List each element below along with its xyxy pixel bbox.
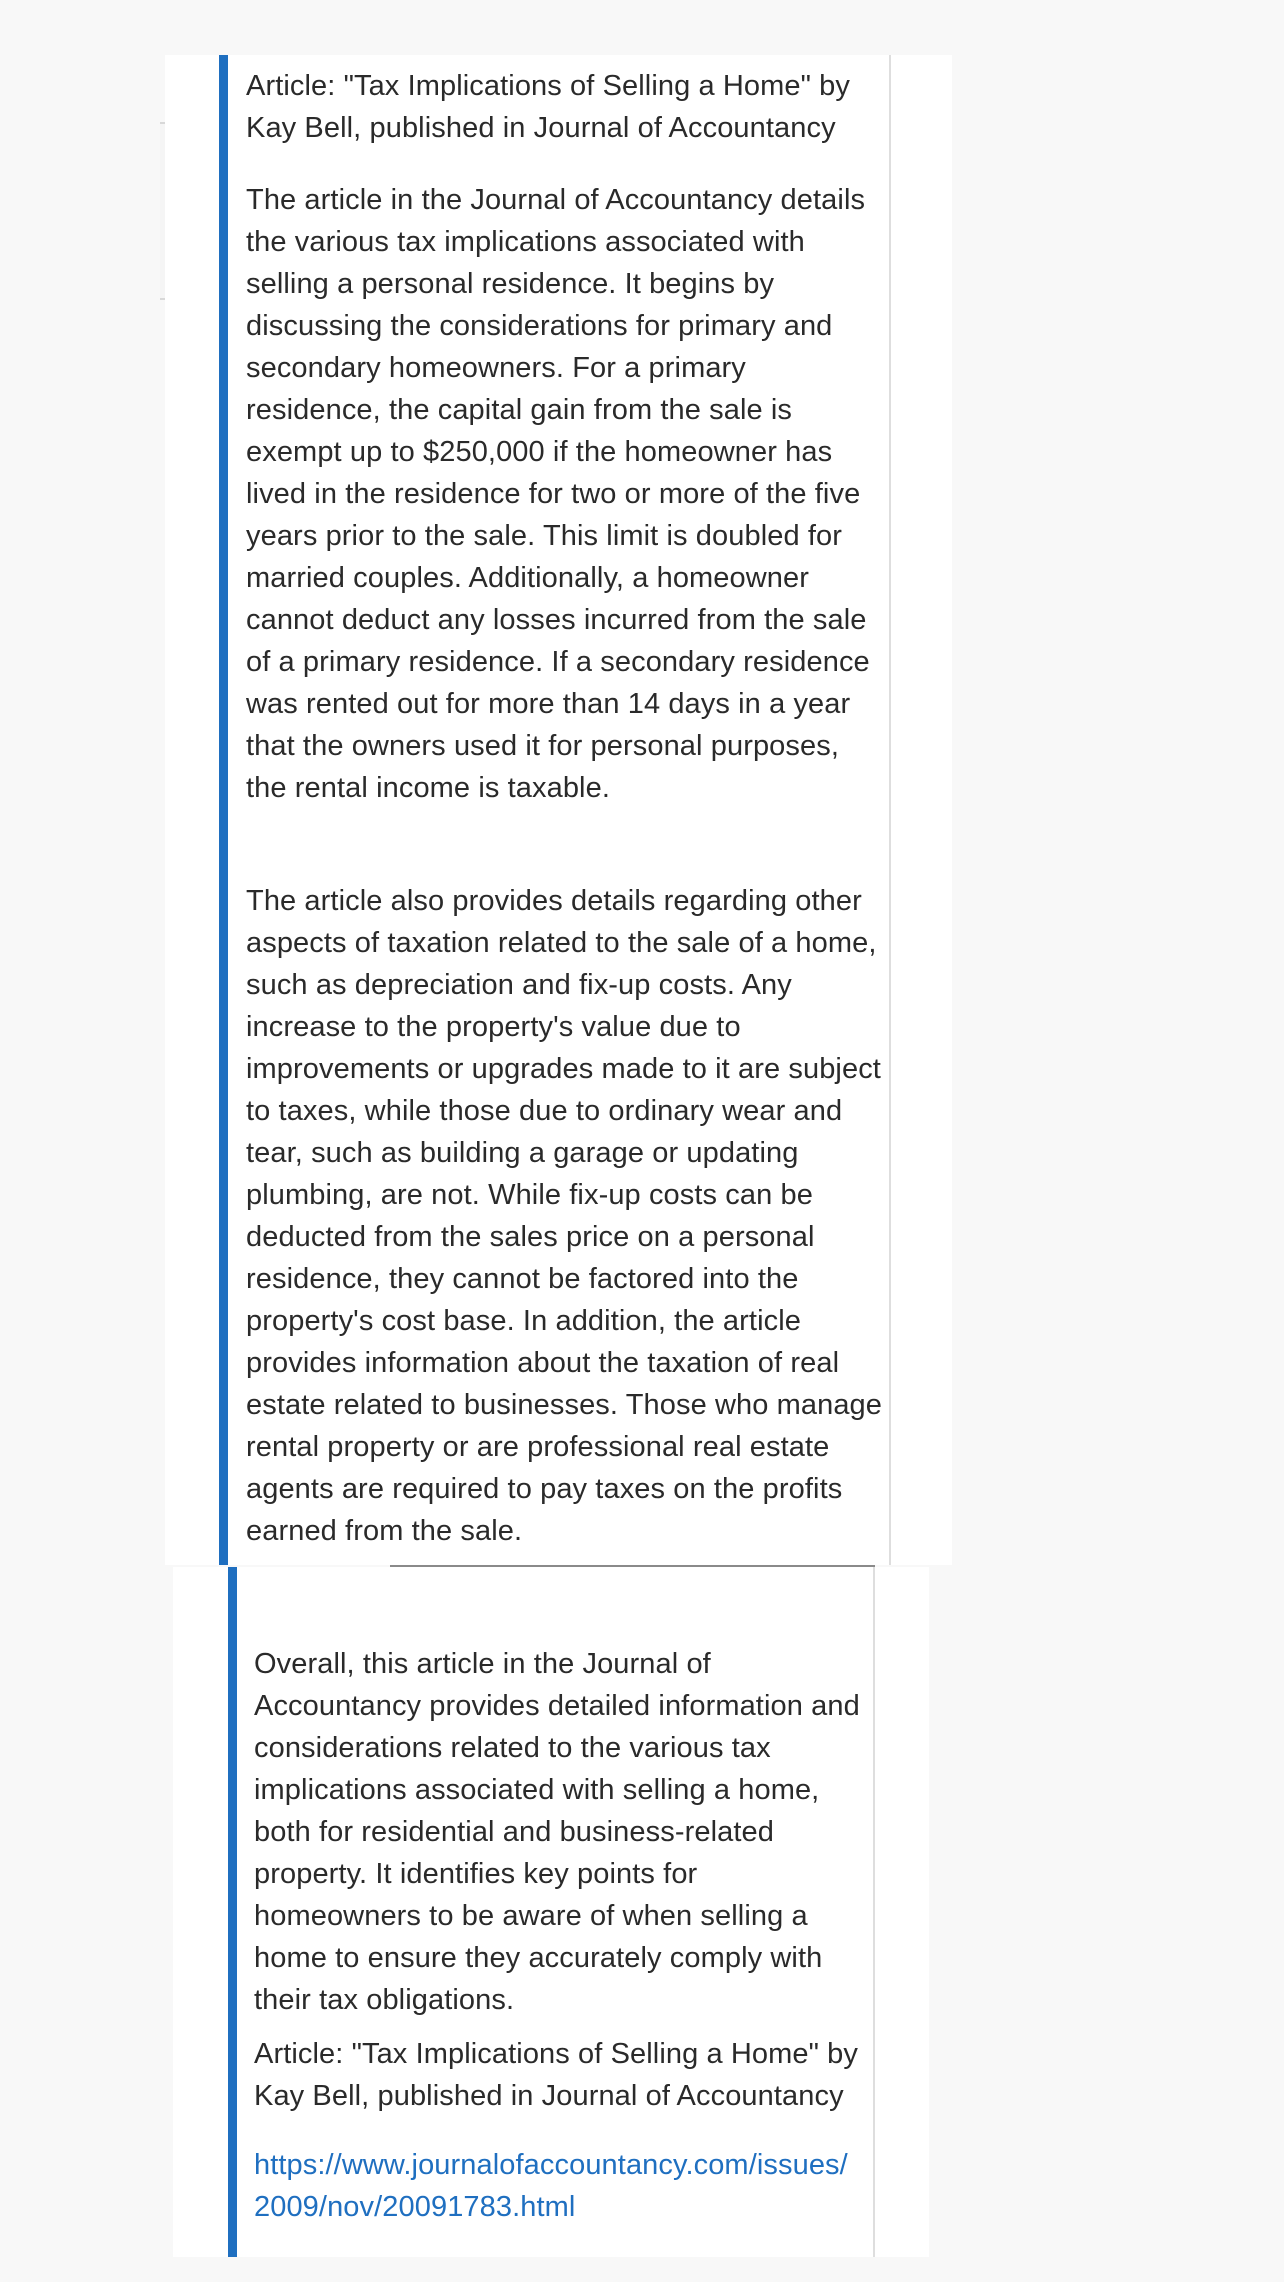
panel-divider (889, 55, 891, 1565)
post-content-top (165, 55, 952, 1565)
summary-paragraph-2: The article also provides details regarding other aspects of taxation related to the sale of a home, such as depreciation and fix-up costs. Any increase to the property's value due to improvements or upgrades made to it are subject to taxes, while those due to ordinary wear and tear, such as building a garage or updating plumbing, are not. While fix-up costs can be deducted from the sales price on a personal residence, they cannot be factored into the property's cost base. In addition, the article provides information about the taxation of real estate related to businesses. Those who manage rental property or are professional real estate agents are required to pay taxes on the profits earned from the sale. (246, 885, 883, 1547)
quote-accent-bar (228, 1567, 237, 2257)
article-link[interactable]: https://www.journalofaccountancy.com/issues/2009/nov/20091783.html (254, 2149, 848, 2223)
summary-paragraph-1: The article in the Journal of Accountancy details the various tax implications associated with selling a personal residence. It begins by discussing the considerations for primary and secondary homeowners. For a primary residence, the capital gain from the sale is exempt up to $250,000 if the homeowner has lived in the residence for two or more of the five years prior to the sale. This limit is doubled for married couples. Additionally, a homeowner cannot deduct any losses incurred from the sale of a primary residence. If a secondary residence was rented out for more than 14 days in a year that the owners used it for personal purposes, the rental income is taxable. (246, 184, 870, 804)
summary-paragraph-3: Overall, this article in the Journal of Accountancy provides detailed information and considerations related to the various tax implications associated with selling a home, both for residential and business-related property. It identifies key points for homeowners to be aware of when selling a home to ensure they accurately comply with their tax obligations. (254, 1648, 860, 2016)
post-content-bottom (173, 1567, 929, 2257)
article-citation-heading: Article: "Tax Implications of Selling a Home" by Kay Bell, published in Journal of Accountancy (254, 2038, 859, 2112)
panel-divider (873, 1567, 875, 2257)
quote-accent-bar (219, 55, 228, 1565)
article-citation-heading: Article: "Tax Implications of Selling a Home" by Kay Bell, published in Journal of Accountancy (246, 70, 851, 144)
